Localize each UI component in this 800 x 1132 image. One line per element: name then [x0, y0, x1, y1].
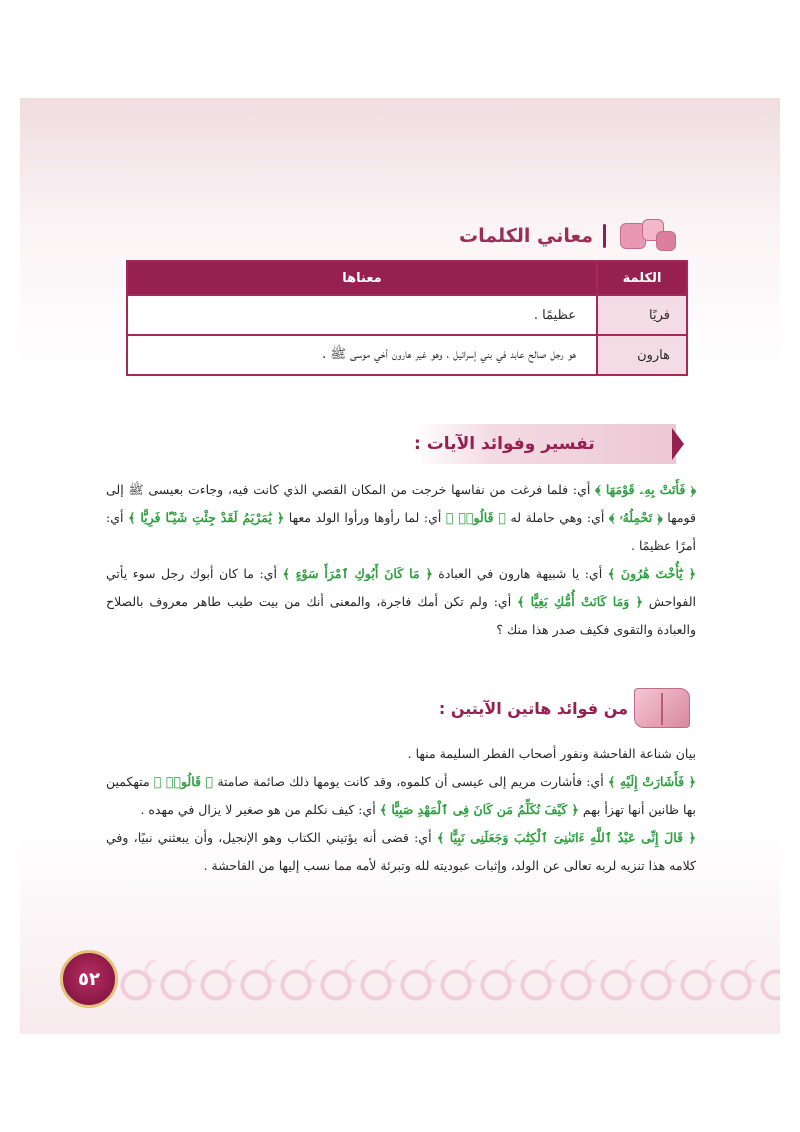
explanation-text: أي: ما كان أبوك رجل سوء يأتي الفواحش [106, 566, 696, 609]
puzzle-icon [616, 217, 680, 255]
textbook-page [20, 98, 780, 1034]
verse-quote: ﴿ تَحْمِلُهُۥ ﴾ [608, 510, 663, 525]
verse-quote: ﴿ مَا كَانَ أَبُوكِ ٱمْرَأَ سَوْءٍ ﴾ [282, 566, 433, 581]
page-number-badge: ٥٢ [60, 950, 118, 1008]
verse-quote: ﴿ قَالُوا۟ ﴾ [445, 510, 506, 525]
explanation-text: أي: فلما فرغت من نفاسها خرجت من المكان القصي الذي كانت فيه، وجاءت بعيسى ﷺ إلى قومها [106, 482, 696, 525]
benefits-title: من فوائد هاتين الآيتين : [438, 698, 628, 718]
verse-quote: ﴿ قَالُوا۟ ﴾ [153, 774, 214, 789]
section-divider [603, 224, 606, 248]
verse-quote: ﴿ وَمَا كَانَتْ أُمُّكِ بَغِيًّا ﴾ [517, 594, 643, 609]
meaning-cell: هو رجل صالح عابد في بني إسرائيل ، وهو غير هارون أخي موسى ﷺ . [127, 335, 597, 375]
decorative-border [116, 956, 780, 1014]
benefit-text: أي: فأشارت مريم إلى عيسى أن كلموه، وقد كانت يومها ذلك صائمة صامتة [213, 774, 608, 789]
benefit-text: متهكمين بها ظانين أنها تهزأ بهم [106, 774, 696, 817]
header-meaning: معناها [127, 261, 597, 295]
benefit-paragraph [106, 740, 696, 768]
benefit-text: أي: كيف نكلم من هو صغير لا يزال في مهده . [140, 802, 380, 817]
explanation-text: أي: لما رأوها ورأوا الولد معها [284, 510, 446, 525]
meanings-title: معاني الكلمات [458, 225, 593, 247]
verse-quote: ﴿ فَأَتَتْ بِهِۦ قَوْمَهَا ﴾ [595, 482, 696, 497]
benefit-text: بيان شناعة الفاحشة ونفور أصحاب الفطر السليمة منها . [407, 746, 696, 761]
benefit-paragraph [106, 768, 696, 824]
tafsir-title: تفسير وفوائد الآيات : [414, 434, 595, 454]
table-header-row [127, 261, 687, 295]
verse-quote: ﴿ يَٰٓأُخْتَ هَٰرُونَ ﴾ [607, 566, 697, 581]
benefit-text: أي: قضى أنه يؤتيني الكتاب وهو الإنجيل، وأن يبعثني نبيًا، وفي كلامه هذا تنزيه لربه تعالى عن الولد، وإثبات عبوديته لله وتبرئة لأمه مما نسب إليها من الفاحشة . [106, 830, 696, 873]
benefit-paragraph [106, 824, 696, 880]
word-cell: هارون [597, 335, 687, 375]
tafsir-paragraph [106, 560, 696, 644]
meaning-cell: عظيمًا . [127, 295, 597, 335]
verse-quote: ﴿ قَالَ إِنِّى عَبْدُ ٱللَّهِ ءَاتَىٰنِىَ ٱلْكِتَٰبَ وَجَعَلَنِى نَبِيًّا ﴾ [436, 830, 696, 845]
benefits-section-header [439, 686, 690, 730]
verse-quote: ﴿ كَيْفَ نُكَلِّمُ مَن كَانَ فِى ٱلْمَهْدِ صَبِيًّا ﴾ [379, 802, 579, 817]
book-icon [634, 688, 690, 728]
verse-quote: ﴿ يَٰمَرْيَمُ لَقَدْ جِئْتِ شَيْـًٔا فَرِيًّا ﴾ [128, 510, 285, 525]
header-word: الكلمة [597, 261, 687, 295]
explanation-text: أي: ولم تكن أمك فاجرة، والمعنى أنك من بيت طيب طاهر معروف بالصلاح والعبادة والتقوى فكيف صدر هذا منك ؟ [106, 594, 696, 637]
meanings-section-header [459, 216, 680, 256]
verse-quote: ﴿ فَأَشَارَتْ إِلَيْهِ ﴾ [607, 774, 696, 789]
table-row [127, 295, 687, 335]
ribbon-arrow-icon [672, 428, 684, 460]
word-cell: فريًا [597, 295, 687, 335]
benefits-text [106, 740, 696, 880]
explanation-text: أي: أمرًا عظيمًا . [106, 510, 696, 553]
explanation-text: أي: يا شبيهة هارون في العبادة [432, 566, 608, 581]
tafsir-section-header [414, 424, 676, 464]
tafsir-text [106, 476, 696, 644]
word-meanings-table [126, 260, 688, 376]
explanation-text: أي: وهي حاملة له [505, 510, 609, 525]
tafsir-paragraph [106, 476, 696, 560]
table-row [127, 335, 687, 375]
